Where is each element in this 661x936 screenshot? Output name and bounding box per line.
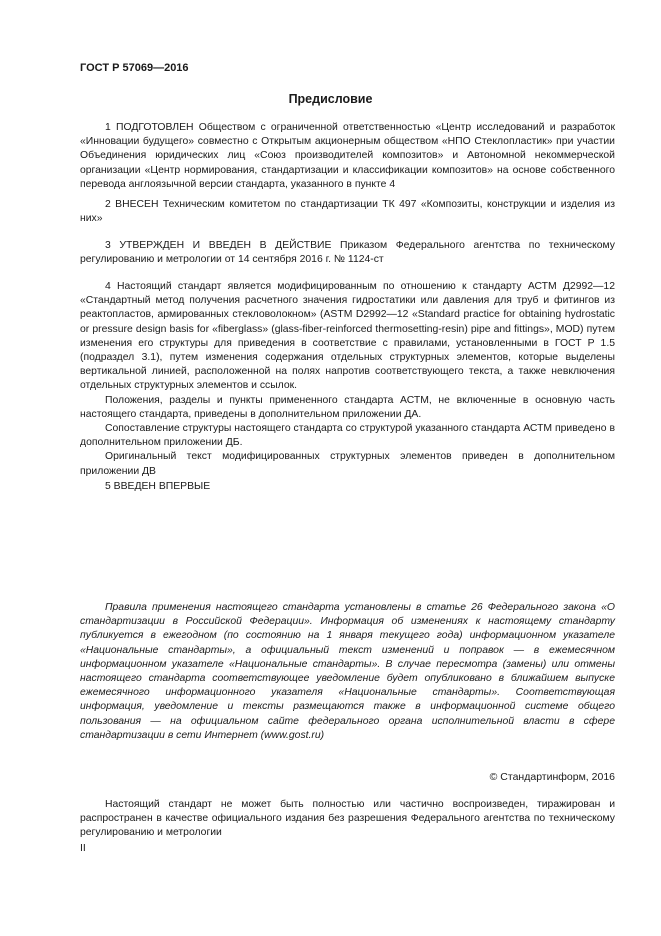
item-3-text: 3 УТВЕРЖДЕН И ВВЕДЕН В ДЕЙСТВИЕ Приказом Федерального агентства по техническому регулированию и метрологии от 14 сентября 2016 г. № 1124-ст — [80, 240, 615, 266]
document-code: ГОСТ Р 57069—2016 — [80, 62, 189, 74]
item-1-text: 1 ПОДГОТОВЛЕН Обществом с ограниченной ответственностью «Центр исследований и разработок «Инновации будущего» совместно с Открытым акционерным обществом «НПО Стеклопластик» при участии Объединения юридических лиц «Союз производителей композитов» и Автономной некоммерческой организации «Центр нормирования, стандартизации и классификации композитов» на основе собственного перевода англоязычной версии стандарта, указанного в пункте 4 — [80, 122, 615, 190]
application-notice — [80, 601, 615, 743]
page-title: Предисловие — [288, 92, 373, 106]
reproduction-notice-text: Настоящий стандарт не может быть полностью или частично воспроизведен, тиражирован и распространен в качестве официального издания без разрешения Федерального агентства по техническому регулированию и метрологии — [80, 799, 615, 839]
copyright: © Стандартинформ, 2016 — [489, 771, 615, 783]
reproduction-notice — [80, 798, 615, 841]
item-4-paragraph-1: 4 Настоящий стандарт является модифицированным по отношению к стандарту АСТМ Д2992—12 «Стандартный метод получения расчетного значения гидростатики или давления для труб и фитингов из реактопластов, армированных стекловолокном» (ASTM D2992—12 «Standard practice for obtaining hydrostatic or pressure design basis for «fiberglass» (glass-fiber-reinforced thermosetting-resin) pipe and fittings», MOD) путем изменения его структуры для приведения в соответствие с правилами, установленными в ГОСТ Р 1.5 (подраздел 3.1), путем изменения содержания отдельных структурных элементов, которые выделены вертикальной линией, расположенной на полях напротив соответствующего текста, а также невключения отдельных структурных элементов и ссылок. — [80, 281, 615, 392]
item-1 — [80, 121, 615, 192]
item-2-text: 2 ВНЕСЕН Техническим комитетом по стандартизации ТК 497 «Композиты, конструкции и изделия из них» — [80, 199, 615, 225]
page-number: II — [80, 842, 86, 854]
item-4-paragraph-4: Оригинальный текст модифицированных структурных элементов приведен в дополнительном приложении ДВ — [80, 451, 615, 477]
item-4-paragraph-3: Сопоставление структуры настоящего стандарта со структурой указанного стандарта АСТМ приведено в дополнительном приложении ДБ. — [80, 423, 615, 449]
item-5-text: 5 ВВЕДЕН ВПЕРВЫЕ — [105, 481, 211, 492]
item-5 — [80, 480, 615, 494]
item-4-paragraph-2: Положения, разделы и пункты примененного стандарта АСТМ, не включенные в основную часть настоящего стандарта, приведены в дополнительном приложении ДА. — [80, 394, 615, 420]
item-3 — [80, 239, 615, 267]
application-notice-text: Правила применения настоящего стандарта установлены в статье 26 Федерального закона «О стандартизации в Российской Федерации». Информация об изменениях к настоящему стандарту публикуется в ежегодном (по состоянию на 1 января текущего года) информационном указателе «Национальные стандарты», а официальный текст изменений и поправок — в ежемесячном информационном указателе «Национальные стандарты». В случае пересмотра (замены) или отмены настоящего стандарта соответствующее уведомление будет опубликовано в ближайшем выпуске ежемесячного информационного указателя «Национальные стандарты». Соответствующая информация, уведомление и тексты размещаются также в информационной системе общего пользования — на официальном сайте федерального органа исполнительной власти в сфере стандартизации в сети Интернет (www.gost.ru) — [80, 602, 615, 741]
item-2 — [80, 198, 615, 226]
item-4 — [80, 280, 615, 479]
